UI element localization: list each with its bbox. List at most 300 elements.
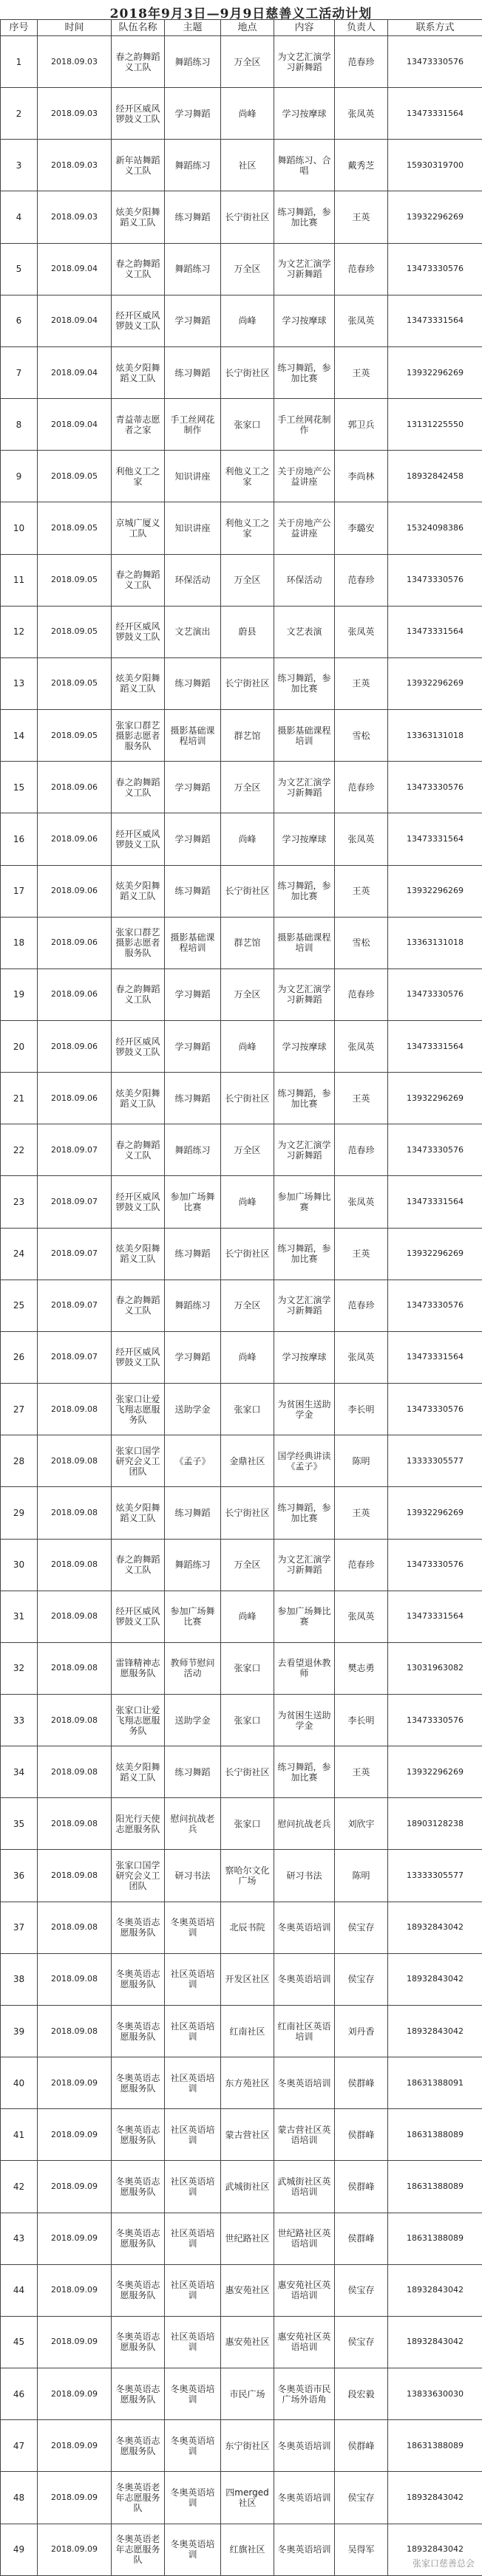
date-cell: 2018.09.06 xyxy=(38,917,112,968)
date-cell: 2018.09.07 xyxy=(38,1176,112,1228)
theme-cell: 舞蹈练习 xyxy=(165,36,221,88)
content-cell: 关于房地产公益讲座 xyxy=(274,502,335,554)
location-cell: 长宁街社区 xyxy=(221,865,274,917)
leader-cell: 王英 xyxy=(335,1487,388,1539)
table-row xyxy=(1,1850,482,1902)
team-cell: 冬奥英语志愿服务队 xyxy=(112,2005,165,2057)
table-row xyxy=(1,1435,482,1487)
date-cell: 2018.09.07 xyxy=(38,1280,112,1331)
location-cell: 张家口 xyxy=(221,1798,274,1850)
table-row xyxy=(1,295,482,346)
table-row xyxy=(1,451,482,502)
table-row xyxy=(1,968,482,1020)
table-row xyxy=(1,657,482,709)
theme-cell: 学习舞蹈 xyxy=(165,1331,221,1383)
leader-cell: 范春珍 xyxy=(335,1539,388,1591)
table-row xyxy=(1,36,482,88)
theme-cell: 参加广场舞比赛 xyxy=(165,1591,221,1642)
header-content: 内容 xyxy=(274,20,335,36)
serial-cell: 22 xyxy=(1,1124,38,1176)
content-cell: 学习按摩球 xyxy=(274,1020,335,1072)
serial-cell: 2 xyxy=(1,88,38,140)
contact-cell: 13363131018 xyxy=(388,710,482,762)
content-cell: 冬奥英语培训 xyxy=(274,2420,335,2472)
theme-cell: 社区英语培训 xyxy=(165,2161,221,2213)
contact-cell: 13473331564 xyxy=(388,88,482,140)
serial-cell: 11 xyxy=(1,554,38,606)
team-cell: 春之韵舞蹈义工队 xyxy=(112,36,165,88)
serial-cell: 14 xyxy=(1,710,38,762)
contact-cell: 13932296269 xyxy=(388,865,482,917)
leader-cell: 张凤英 xyxy=(335,813,388,865)
team-cell: 冬奥英语老年志愿服务队 xyxy=(112,2472,165,2524)
date-cell: 2018.09.03 xyxy=(38,191,112,243)
team-cell: 冬奥英语志愿服务队 xyxy=(112,2213,165,2264)
location-cell: 红南社区 xyxy=(221,2005,274,2057)
serial-cell: 27 xyxy=(1,1384,38,1435)
contact-cell: 18932842458 xyxy=(388,451,482,502)
team-cell: 春之韵舞蹈义工队 xyxy=(112,554,165,606)
page-title: 2018年9月3日—9月9日慈善义工活动计划 xyxy=(0,3,482,18)
serial-cell: 12 xyxy=(1,606,38,657)
team-cell: 经开区威风锣鼓义工队 xyxy=(112,813,165,865)
content-cell: 为文艺汇演学习新舞蹈 xyxy=(274,1539,335,1591)
theme-cell: 手工丝网花制作 xyxy=(165,399,221,451)
table-row xyxy=(1,1331,482,1383)
leader-cell: 雪松 xyxy=(335,710,388,762)
contact-cell: 13932296269 xyxy=(388,1073,482,1124)
leader-cell: 张凤英 xyxy=(335,1020,388,1072)
serial-cell: 18 xyxy=(1,917,38,968)
theme-cell: 慰问抗战老兵 xyxy=(165,1798,221,1850)
table-row xyxy=(1,1953,482,2005)
date-cell: 2018.09.06 xyxy=(38,865,112,917)
team-cell: 经开区威风锣鼓义工队 xyxy=(112,88,165,140)
leader-cell: 雪松 xyxy=(335,917,388,968)
content-cell: 惠安苑社区英语培训 xyxy=(274,2316,335,2368)
team-cell: 经开区威风锣鼓义工队 xyxy=(112,1020,165,1072)
serial-cell: 46 xyxy=(1,2368,38,2420)
leader-cell: 张凤英 xyxy=(335,295,388,346)
content-cell: 冬奥英语市民广场外语角 xyxy=(274,2368,335,2420)
team-cell: 京城广厦义工队 xyxy=(112,502,165,554)
team-cell: 张家口群艺摄影志愿者服务队 xyxy=(112,917,165,968)
theme-cell: 练习舞蹈 xyxy=(165,346,221,398)
location-cell: 张家口 xyxy=(221,1384,274,1435)
leader-cell: 李长明 xyxy=(335,1384,388,1435)
contact-cell: 13473330576 xyxy=(388,1124,482,1176)
theme-cell: 学习舞蹈 xyxy=(165,1020,221,1072)
location-cell: 金鼎社区 xyxy=(221,1435,274,1487)
leader-cell: 吴得军 xyxy=(335,2524,388,2575)
team-cell: 冬奥英语志愿服务队 xyxy=(112,2109,165,2161)
content-cell: 为贫困生送助学金 xyxy=(274,1384,335,1435)
location-cell: 尚峰 xyxy=(221,88,274,140)
serial-cell: 33 xyxy=(1,1695,38,1746)
theme-cell: 练习舞蹈 xyxy=(165,1746,221,1798)
location-cell: 群艺馆 xyxy=(221,917,274,968)
content-cell: 环保活动 xyxy=(274,554,335,606)
header-date: 时间 xyxy=(38,20,112,36)
date-cell: 2018.09.08 xyxy=(38,1435,112,1487)
table-row xyxy=(1,1073,482,1124)
contact-cell: 15930319700 xyxy=(388,140,482,191)
header-contact: 联系方式 xyxy=(388,20,482,36)
table-row xyxy=(1,2161,482,2213)
contact-cell: 13333305577 xyxy=(388,1850,482,1902)
location-cell: 世纪路社区 xyxy=(221,2213,274,2264)
theme-cell: 《孟子》 xyxy=(165,1435,221,1487)
theme-cell: 文艺演出 xyxy=(165,606,221,657)
date-cell: 2018.09.04 xyxy=(38,243,112,295)
leader-cell: 侯群峰 xyxy=(335,2161,388,2213)
contact-cell: 13473330576 xyxy=(388,1539,482,1591)
location-cell: 长宁街社区 xyxy=(221,191,274,243)
theme-cell: 学习舞蹈 xyxy=(165,762,221,813)
date-cell: 2018.09.06 xyxy=(38,762,112,813)
team-cell: 经开区威风锣鼓义工队 xyxy=(112,1591,165,1642)
serial-cell: 35 xyxy=(1,1798,38,1850)
location-cell: 张家口 xyxy=(221,399,274,451)
table-row xyxy=(1,762,482,813)
content-cell: 冬奥英语培训 xyxy=(274,1953,335,2005)
date-cell: 2018.09.08 xyxy=(38,1539,112,1591)
team-cell: 春之韵舞蹈义工队 xyxy=(112,968,165,1020)
contact-cell: 18631388089 xyxy=(388,2213,482,2264)
date-cell: 2018.09.05 xyxy=(38,710,112,762)
team-cell: 经开区威风锣鼓义工队 xyxy=(112,1331,165,1383)
table-row xyxy=(1,554,482,606)
date-cell: 2018.09.03 xyxy=(38,88,112,140)
table-row xyxy=(1,606,482,657)
theme-cell: 练习舞蹈 xyxy=(165,865,221,917)
team-cell: 雷锋精神志愿服务队 xyxy=(112,1642,165,1694)
table-row xyxy=(1,2057,482,2109)
table-row xyxy=(1,917,482,968)
leader-cell: 王英 xyxy=(335,1746,388,1798)
table-row xyxy=(1,1176,482,1228)
location-cell: 北辰书院 xyxy=(221,1902,274,1953)
serial-cell: 3 xyxy=(1,140,38,191)
team-cell: 春之韵舞蹈义工队 xyxy=(112,1124,165,1176)
leader-cell: 范春珍 xyxy=(335,1124,388,1176)
date-cell: 2018.09.06 xyxy=(38,968,112,1020)
leader-cell: 陈明 xyxy=(335,1435,388,1487)
table-row xyxy=(1,2368,482,2420)
leader-cell: 侯宝存 xyxy=(335,1953,388,2005)
leader-cell: 王英 xyxy=(335,1073,388,1124)
contact-cell: 13473330576 xyxy=(388,1280,482,1331)
location-cell: 尚峰 xyxy=(221,295,274,346)
date-cell: 2018.09.08 xyxy=(38,1487,112,1539)
serial-cell: 48 xyxy=(1,2472,38,2524)
theme-cell: 环保活动 xyxy=(165,554,221,606)
contact-cell: 18903128238 xyxy=(388,1798,482,1850)
leader-cell: 张凤英 xyxy=(335,1591,388,1642)
date-cell: 2018.09.04 xyxy=(38,346,112,398)
contact-cell: 13932296269 xyxy=(388,1228,482,1280)
content-cell: 冬奥英语培训 xyxy=(274,2524,335,2575)
leader-cell: 王英 xyxy=(335,191,388,243)
theme-cell: 舞蹈练习 xyxy=(165,1539,221,1591)
table-row xyxy=(1,191,482,243)
content-cell: 摄影基础课程培训 xyxy=(274,710,335,762)
contact-cell: 13473331564 xyxy=(388,1591,482,1642)
theme-cell: 练习舞蹈 xyxy=(165,1073,221,1124)
date-cell: 2018.09.05 xyxy=(38,502,112,554)
serial-cell: 37 xyxy=(1,1902,38,1953)
table-row xyxy=(1,502,482,554)
leader-cell: 李长明 xyxy=(335,1695,388,1746)
contact-cell: 13932296269 xyxy=(388,191,482,243)
date-cell: 2018.09.08 xyxy=(38,1695,112,1746)
content-cell: 摄影基础课程培训 xyxy=(274,917,335,968)
location-cell: 万全区 xyxy=(221,243,274,295)
contact-cell: 13031963082 xyxy=(388,1642,482,1694)
content-cell: 学习按摩球 xyxy=(274,295,335,346)
content-cell: 冬奥英语培训 xyxy=(274,1902,335,1953)
location-cell: 市民广场 xyxy=(221,2368,274,2420)
table-row xyxy=(1,399,482,451)
theme-cell: 送助学金 xyxy=(165,1384,221,1435)
team-cell: 炫美夕阳舞蹈义工队 xyxy=(112,1746,165,1798)
contact-cell: 13473330576 xyxy=(388,762,482,813)
date-cell: 2018.09.03 xyxy=(38,140,112,191)
theme-cell: 摄影基础课程培训 xyxy=(165,917,221,968)
team-cell: 利他义工之家 xyxy=(112,451,165,502)
theme-cell: 练习舞蹈 xyxy=(165,657,221,709)
content-cell: 练习舞蹈，参加比赛 xyxy=(274,191,335,243)
location-cell: 长宁街社区 xyxy=(221,1487,274,1539)
contact-cell: 13932296269 xyxy=(388,346,482,398)
content-cell: 慰问抗战老兵 xyxy=(274,1798,335,1850)
contact-cell: 18932843042 xyxy=(388,2264,482,2316)
date-cell: 2018.09.06 xyxy=(38,813,112,865)
serial-cell: 28 xyxy=(1,1435,38,1487)
serial-cell: 16 xyxy=(1,813,38,865)
team-cell: 张家口让爱飞翔志愿服务队 xyxy=(112,1695,165,1746)
theme-cell: 社区英语培训 xyxy=(165,1953,221,2005)
content-cell: 练习舞蹈，参加比赛 xyxy=(274,865,335,917)
table-row xyxy=(1,710,482,762)
theme-cell: 冬奥英语培训 xyxy=(165,2420,221,2472)
table-row xyxy=(1,865,482,917)
contact-cell: 13333305577 xyxy=(388,1435,482,1487)
contact-cell: 13473330576 xyxy=(388,554,482,606)
date-cell: 2018.09.08 xyxy=(38,1591,112,1642)
leader-cell: 范春珍 xyxy=(335,762,388,813)
date-cell: 2018.09.07 xyxy=(38,1228,112,1280)
serial-cell: 43 xyxy=(1,2213,38,2264)
theme-cell: 冬奥英语培训 xyxy=(165,2472,221,2524)
team-cell: 新年站舞蹈义工队 xyxy=(112,140,165,191)
content-cell: 学习按摩球 xyxy=(274,1331,335,1383)
table-row xyxy=(1,1798,482,1850)
date-cell: 2018.09.08 xyxy=(38,2005,112,2057)
team-cell: 冬奥英语志愿服务队 xyxy=(112,2264,165,2316)
theme-cell: 冬奥英语培训 xyxy=(165,2368,221,2420)
theme-cell: 教师节慰问活动 xyxy=(165,1642,221,1694)
serial-cell: 17 xyxy=(1,865,38,917)
location-cell: 东宁街社区 xyxy=(221,2420,274,2472)
serial-cell: 36 xyxy=(1,1850,38,1902)
team-cell: 春之韵舞蹈义工队 xyxy=(112,243,165,295)
table-row xyxy=(1,1539,482,1591)
content-cell: 冬奥英语培训 xyxy=(274,2472,335,2524)
header-leader: 负责人 xyxy=(335,20,388,36)
content-cell: 参加广场舞比赛 xyxy=(274,1176,335,1228)
date-cell: 2018.09.09 xyxy=(38,2316,112,2368)
serial-cell: 32 xyxy=(1,1642,38,1694)
table-row xyxy=(1,2420,482,2472)
contact-cell: 13473331564 xyxy=(388,1176,482,1228)
location-cell: 张家口 xyxy=(221,1642,274,1694)
contact-cell: 13473331564 xyxy=(388,1020,482,1072)
location-cell: 四merged社区 xyxy=(221,2472,274,2524)
serial-cell: 26 xyxy=(1,1331,38,1383)
header-theme: 主题 xyxy=(165,20,221,36)
date-cell: 2018.09.05 xyxy=(38,606,112,657)
theme-cell: 练习舞蹈 xyxy=(165,1228,221,1280)
leader-cell: 张凤英 xyxy=(335,1176,388,1228)
team-cell: 青益蒂志愿者之家 xyxy=(112,399,165,451)
date-cell: 2018.09.04 xyxy=(38,399,112,451)
leader-cell: 段宏毅 xyxy=(335,2368,388,2420)
table-row xyxy=(1,1642,482,1694)
team-cell: 炫美夕阳舞蹈义工队 xyxy=(112,865,165,917)
content-cell: 练习舞蹈，参加比赛 xyxy=(274,1487,335,1539)
table-row xyxy=(1,1384,482,1435)
contact-cell: 13131225550 xyxy=(388,399,482,451)
location-cell: 长宁街社区 xyxy=(221,346,274,398)
content-cell: 武城街社区英语培训 xyxy=(274,2161,335,2213)
serial-cell: 5 xyxy=(1,243,38,295)
serial-cell: 47 xyxy=(1,2420,38,2472)
leader-cell: 侯群峰 xyxy=(335,2057,388,2109)
content-cell: 学习按摩球 xyxy=(274,813,335,865)
contact-cell: 18631388089 xyxy=(388,2161,482,2213)
serial-cell: 7 xyxy=(1,346,38,398)
serial-cell: 23 xyxy=(1,1176,38,1228)
contact-cell: 13473331564 xyxy=(388,813,482,865)
contact-cell: 18631388091 xyxy=(388,2057,482,2109)
theme-cell: 舞蹈练习 xyxy=(165,1280,221,1331)
location-cell: 察哈尔文化广场 xyxy=(221,1850,274,1902)
contact-cell: 13473331564 xyxy=(388,1331,482,1383)
leader-cell: 刘欣宇 xyxy=(335,1798,388,1850)
team-cell: 春之韵舞蹈义工队 xyxy=(112,762,165,813)
content-cell: 研习书法 xyxy=(274,1850,335,1902)
contact-cell: 13833630030 xyxy=(388,2368,482,2420)
contact-cell: 13473330576 xyxy=(388,36,482,88)
serial-cell: 13 xyxy=(1,657,38,709)
date-cell: 2018.09.03 xyxy=(38,36,112,88)
contact-cell: 13473330576 xyxy=(388,1695,482,1746)
activity-plan-table xyxy=(0,19,482,2576)
location-cell: 张家口 xyxy=(221,1695,274,1746)
leader-cell: 侯宝存 xyxy=(335,2472,388,2524)
team-cell: 炫美夕阳舞蹈义工队 xyxy=(112,346,165,398)
date-cell: 2018.09.08 xyxy=(38,1902,112,1953)
team-cell: 经开区威风锣鼓义工队 xyxy=(112,1176,165,1228)
location-cell: 尚峰 xyxy=(221,813,274,865)
leader-cell: 侯群峰 xyxy=(335,2420,388,2472)
location-cell: 长宁街社区 xyxy=(221,1228,274,1280)
theme-cell: 舞蹈练习 xyxy=(165,243,221,295)
theme-cell: 舞蹈练习 xyxy=(165,140,221,191)
location-cell: 万全区 xyxy=(221,762,274,813)
team-cell: 冬奥英语志愿服务队 xyxy=(112,2057,165,2109)
content-cell: 学习按摩球 xyxy=(274,88,335,140)
date-cell: 2018.09.09 xyxy=(38,2264,112,2316)
theme-cell: 知识讲座 xyxy=(165,502,221,554)
date-cell: 2018.09.09 xyxy=(38,2420,112,2472)
serial-cell: 44 xyxy=(1,2264,38,2316)
leader-cell: 陈明 xyxy=(335,1850,388,1902)
leader-cell: 刘丹香 xyxy=(335,2005,388,2057)
leader-cell: 范春珍 xyxy=(335,243,388,295)
contact-cell: 18932843042 xyxy=(388,1953,482,2005)
serial-cell: 8 xyxy=(1,399,38,451)
table-header-row xyxy=(1,20,482,36)
date-cell: 2018.09.09 xyxy=(38,2524,112,2575)
table-row xyxy=(1,2109,482,2161)
content-cell: 文艺表演 xyxy=(274,606,335,657)
team-cell: 经开区威风锣鼓义工队 xyxy=(112,295,165,346)
content-cell: 练习舞蹈，参加比赛 xyxy=(274,1228,335,1280)
content-cell: 红南社区英语培训 xyxy=(274,2005,335,2057)
content-cell: 为文艺汇演学习新舞蹈 xyxy=(274,1280,335,1331)
serial-cell: 31 xyxy=(1,1591,38,1642)
serial-cell: 10 xyxy=(1,502,38,554)
serial-cell: 41 xyxy=(1,2109,38,2161)
date-cell: 2018.09.09 xyxy=(38,2109,112,2161)
location-cell: 利他义工之家 xyxy=(221,502,274,554)
theme-cell: 练习舞蹈 xyxy=(165,1487,221,1539)
date-cell: 2018.09.07 xyxy=(38,1331,112,1383)
table-row xyxy=(1,1487,482,1539)
date-cell: 2018.09.06 xyxy=(38,1020,112,1072)
date-cell: 2018.09.05 xyxy=(38,554,112,606)
location-cell: 开发区社区 xyxy=(221,1953,274,2005)
location-cell: 万全区 xyxy=(221,968,274,1020)
leader-cell: 郭卫兵 xyxy=(335,399,388,451)
team-cell: 冬奥英语志愿服务队 xyxy=(112,1953,165,2005)
location-cell: 尚峰 xyxy=(221,1591,274,1642)
header-serial: 序号 xyxy=(1,20,38,36)
theme-cell: 送助学金 xyxy=(165,1695,221,1746)
location-cell: 尚峰 xyxy=(221,1331,274,1383)
theme-cell: 社区英语培训 xyxy=(165,2109,221,2161)
team-cell: 炫美夕阳舞蹈义工队 xyxy=(112,1228,165,1280)
team-cell: 冬奥英语志愿服务队 xyxy=(112,2161,165,2213)
leader-cell: 侯群峰 xyxy=(335,2109,388,2161)
table-row xyxy=(1,88,482,140)
content-cell: 为文艺汇演学习新舞蹈 xyxy=(274,1124,335,1176)
table-row xyxy=(1,2472,482,2524)
serial-cell: 49 xyxy=(1,2524,38,2575)
table-row xyxy=(1,1746,482,1798)
leader-cell: 王英 xyxy=(335,657,388,709)
location-cell: 万全区 xyxy=(221,36,274,88)
serial-cell: 15 xyxy=(1,762,38,813)
date-cell: 2018.09.09 xyxy=(38,2057,112,2109)
table-row xyxy=(1,1591,482,1642)
contact-cell: 13363131018 xyxy=(388,917,482,968)
location-cell: 红旗社区 xyxy=(221,2524,274,2575)
theme-cell: 知识讲座 xyxy=(165,451,221,502)
content-cell: 世纪路社区英语培训 xyxy=(274,2213,335,2264)
